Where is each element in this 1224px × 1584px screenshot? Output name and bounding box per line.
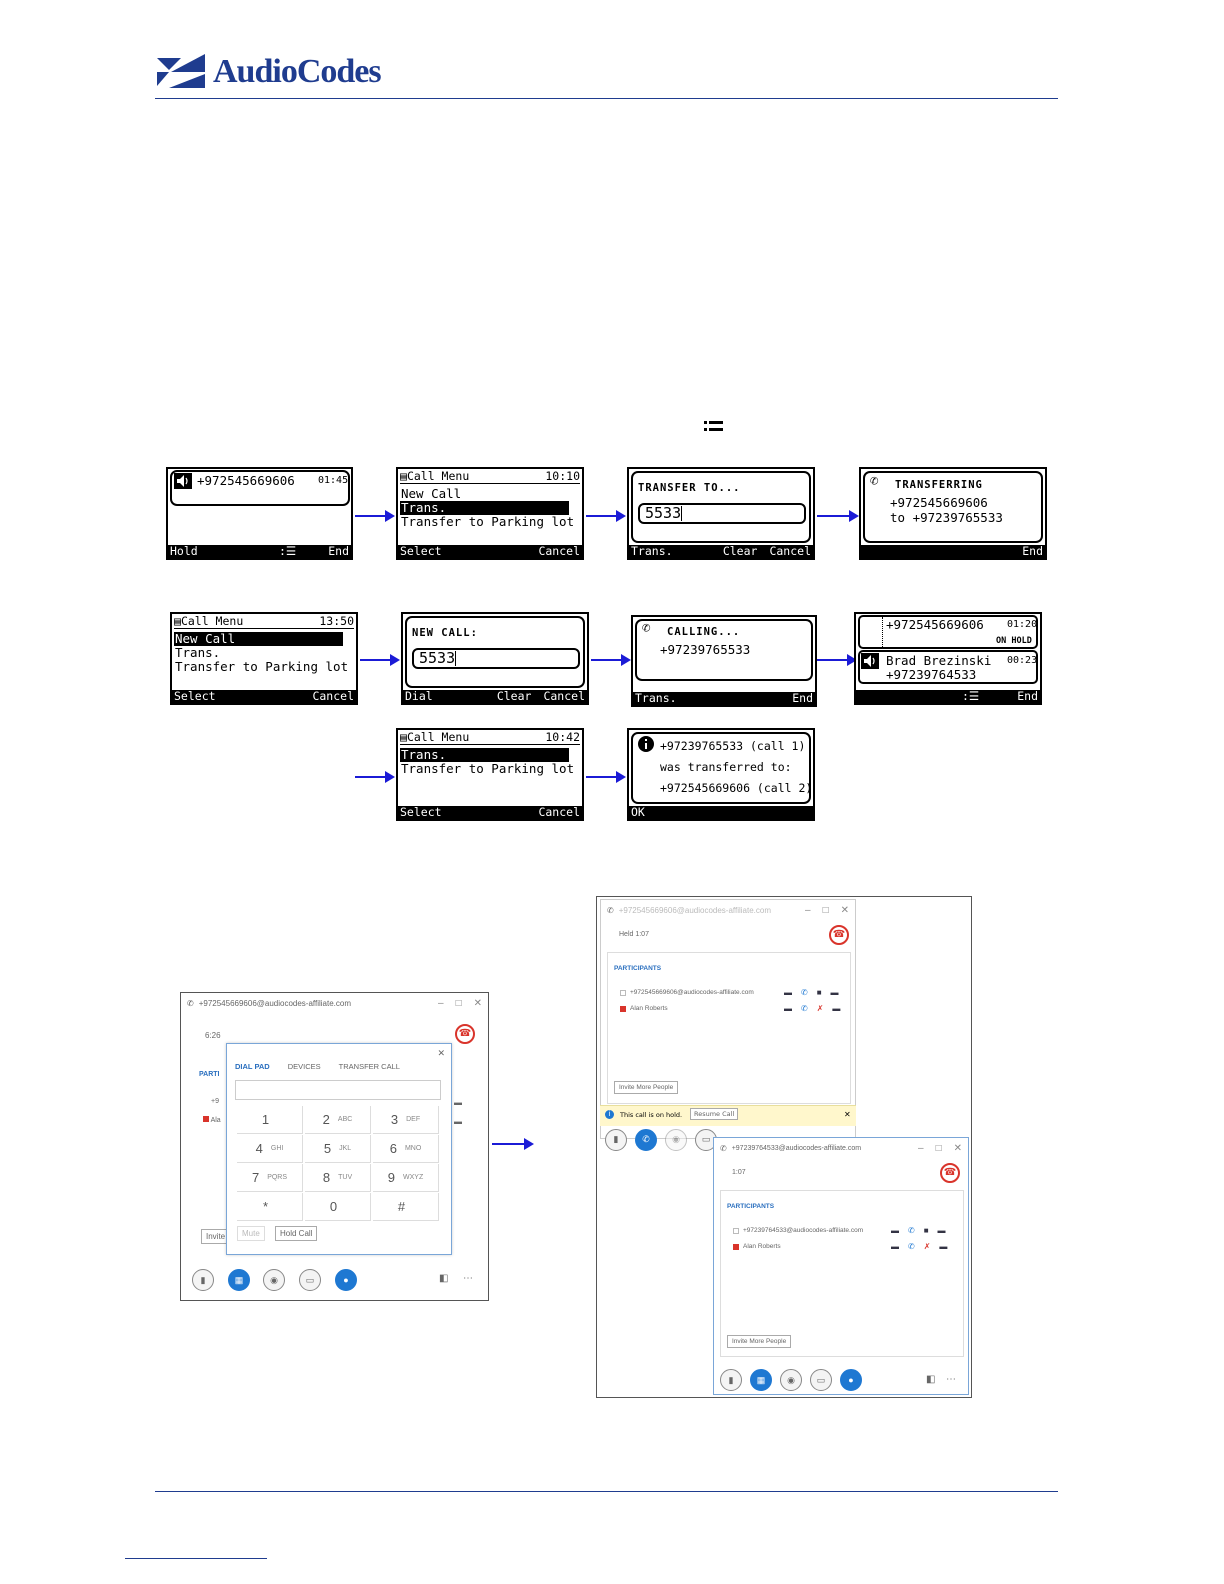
phone-screen-new-call — [401, 612, 589, 705]
dial-key[interactable] — [305, 1164, 371, 1192]
dial-pad-button[interactable]: ▦ — [228, 1269, 250, 1291]
speaker-icon — [861, 653, 879, 669]
flow-arrow — [591, 659, 629, 661]
tab-dial-pad[interactable]: DIAL PAD — [235, 1062, 270, 1071]
dial-key[interactable] — [373, 1164, 439, 1192]
maximize-icon[interactable]: □ — [935, 1142, 942, 1154]
participants-panel — [607, 952, 851, 1104]
flow-arrow — [360, 659, 398, 661]
window-title: +97239764533@audiocodes-affiliate.com — [731, 1144, 862, 1152]
phone-screen-call-menu — [170, 612, 358, 705]
maximize-icon[interactable]: □ — [822, 904, 829, 916]
participant-row: +9 — [211, 1098, 219, 1105]
layout-icon[interactable]: ◧ — [926, 1374, 936, 1385]
divider — [882, 617, 883, 647]
chat-button[interactable]: ▮ — [605, 1129, 627, 1151]
window-titlebar — [714, 1138, 968, 1158]
window-titlebar — [181, 993, 488, 1013]
dial-key-digit: 0 — [329, 1199, 338, 1214]
participants-button[interactable]: ● — [840, 1369, 862, 1391]
transfer-from: +972545669606 — [890, 495, 988, 510]
participant-row: Ala — [203, 1116, 221, 1124]
close-icon[interactable]: ✕ — [473, 997, 482, 1009]
footer-rule — [155, 1491, 1058, 1492]
dial-key-digit: 2 — [322, 1112, 330, 1127]
menu-list-icon — [704, 419, 724, 435]
result-line-3: +972545669606 (call 2) — [660, 781, 813, 795]
participant-actions: ▬ ✆ ✗ ▬ — [784, 1004, 841, 1013]
phone-icon: ✆ — [607, 905, 614, 915]
softkey-dial[interactable]: Dial — [405, 689, 433, 703]
resume-call-button[interactable]: Resume Call — [690, 1108, 738, 1120]
info-icon — [638, 736, 654, 752]
flow-arrow — [492, 1143, 532, 1145]
participants-label: PARTICIPANTS — [727, 1203, 775, 1210]
flow-arrow — [817, 515, 857, 517]
window-titlebar — [601, 900, 855, 920]
phone-icon: ✆ — [187, 998, 194, 1008]
phone-screen-transferring — [859, 467, 1047, 560]
menu-title-bar — [400, 470, 580, 484]
menu-item-parking[interactable]: Transfer to Parking lot — [175, 659, 349, 674]
document-icon: ▤ — [400, 730, 407, 744]
dial-pad-tabs — [235, 1062, 400, 1071]
dial-key-letters: ABC — [337, 1116, 353, 1123]
softkey-end[interactable]: End — [328, 544, 349, 558]
call-timer: Held 1:07 — [619, 931, 649, 938]
menu-item-new-call[interactable]: New Call — [174, 632, 343, 646]
dial-key-digit: 5 — [323, 1141, 332, 1156]
video-button[interactable]: ◉ — [780, 1369, 802, 1391]
flow-arrow — [586, 515, 624, 517]
close-icon[interactable]: ✕ — [840, 904, 849, 916]
minimize-icon[interactable]: – — [438, 997, 444, 1009]
dial-key-digit: 8 — [322, 1170, 331, 1185]
softkey-end[interactable]: End — [1022, 544, 1043, 558]
menu-item-trans[interactable]: Trans. — [175, 645, 221, 660]
softkeys — [168, 545, 351, 558]
dial-key-letters: GHI — [270, 1145, 284, 1152]
minimize-icon[interactable]: – — [805, 904, 811, 916]
flow-arrow — [586, 776, 624, 778]
participants-label: PARTICIPANTS — [614, 965, 662, 972]
participants-panel — [720, 1190, 964, 1357]
tab-transfer-call[interactable]: TRANSFER CALL — [338, 1062, 400, 1071]
phone-transfer-icon: ✆ — [642, 620, 651, 636]
phone-screen-calling — [631, 615, 817, 707]
dial-key[interactable] — [305, 1135, 371, 1163]
active-name: Brad Brezinski — [886, 653, 992, 668]
dial-pad-button[interactable]: ▦ — [750, 1369, 772, 1391]
phone-transfer-icon: ✆ — [870, 473, 879, 489]
menu-item-trans[interactable]: Trans. — [400, 748, 569, 762]
scroll-icon: ▬ — [454, 1098, 462, 1107]
info-icon: i — [605, 1110, 614, 1119]
phone-screen-call-menu — [396, 728, 584, 821]
softkey-hold[interactable]: Hold — [170, 544, 198, 558]
dial-key-digit: 1 — [261, 1112, 270, 1127]
phone-icon: ✆ — [720, 1143, 727, 1153]
hang-up-icon[interactable]: ☎ — [829, 925, 849, 945]
softkeys — [633, 692, 815, 705]
softkey-end[interactable]: End — [1017, 689, 1038, 703]
phone-screen-call-menu — [396, 467, 584, 560]
minimize-icon[interactable]: – — [918, 1142, 924, 1154]
transfer-number-field[interactable]: 5533 — [638, 503, 806, 524]
dial-key-digit: 7 — [251, 1170, 260, 1185]
document-icon: ▤ — [400, 469, 407, 483]
hold-button[interactable]: ✆ — [635, 1129, 657, 1151]
dial-key-letters: DEF — [406, 1116, 421, 1123]
hang-up-icon[interactable]: ☎ — [940, 1163, 960, 1183]
participants-button[interactable]: ● — [335, 1269, 357, 1291]
dial-pad-panel — [226, 1043, 452, 1255]
document-icon: ▤ — [174, 614, 181, 628]
hold-call-button[interactable]: Hold Call — [275, 1226, 317, 1241]
softkey-menu[interactable]: :☰ — [278, 544, 297, 558]
more-icon[interactable]: ⋯ — [463, 1273, 473, 1284]
dial-key[interactable] — [237, 1164, 303, 1192]
new-call-heading: NEW CALL: — [412, 627, 478, 639]
result-line-1: +97239765533 (call 1) — [660, 739, 806, 753]
softkey-cancel[interactable]: Cancel — [538, 805, 580, 819]
softkey-clear[interactable]: Clear — [496, 689, 532, 703]
skype-call-window — [180, 992, 489, 1301]
hold-notice-text: This call is on hold. — [620, 1111, 683, 1119]
softkey-cancel[interactable]: Cancel — [312, 689, 354, 703]
hang-up-icon[interactable]: ☎ — [455, 1024, 475, 1044]
phone-screen-transfer-result — [627, 728, 815, 821]
softkeys — [629, 545, 813, 558]
call-timer: 6:26 — [205, 1031, 221, 1040]
softkeys — [856, 690, 1040, 703]
softkey-cancel[interactable]: Cancel — [538, 544, 580, 558]
menu-time: 10:10 — [545, 469, 580, 483]
participant-row: +972545669606@audiocodes-affiliate.com — [620, 989, 754, 996]
participant-actions: ▬ ✆ ✗ ▬ — [891, 1242, 948, 1251]
softkeys — [403, 690, 587, 703]
logo-text: AudioCodes — [213, 53, 381, 90]
flow-arrow — [817, 659, 855, 661]
participant-actions: ▬ ✆ ■ ▬ — [784, 988, 839, 997]
active-number: +97239764533 — [886, 667, 977, 682]
footnote-rule — [125, 1558, 267, 1559]
softkey-cancel[interactable]: Cancel — [769, 544, 811, 558]
close-icon[interactable]: ✕ — [437, 1048, 445, 1058]
present-button[interactable]: ▭ — [810, 1369, 832, 1391]
scroll-icon: ▬ — [454, 1117, 462, 1126]
held-number: +972545669606 — [886, 617, 984, 632]
on-hold-status: ON HOLD — [996, 636, 1032, 646]
skype-active-call-window — [713, 1137, 969, 1395]
active-time: 00:23 — [1007, 655, 1038, 666]
dial-key[interactable] — [305, 1106, 371, 1134]
window-title: +972545669606@audiocodes-affiliate.com — [198, 998, 352, 1008]
softkey-end[interactable]: End — [792, 691, 813, 705]
dial-key-letters: WXYZ — [403, 1174, 424, 1181]
dial-key-digit: 4 — [255, 1141, 263, 1156]
softkey-trans[interactable]: Trans. — [635, 691, 677, 705]
call-number: +972545669606 — [197, 473, 295, 488]
invite-more-button[interactable]: Invite More People — [614, 1081, 678, 1094]
result-line-2: was transferred to: — [660, 760, 792, 774]
phone-screen-active-call — [166, 467, 353, 560]
participant-row: Alan Roberts — [733, 1243, 781, 1250]
transferring-heading: TRANSFERRING — [895, 479, 983, 491]
phone-screen-transfer-to — [627, 467, 815, 560]
chat-button[interactable]: ▮ — [192, 1269, 214, 1291]
call-time: 01:45 — [318, 475, 349, 486]
calling-heading: CALLING... — [667, 626, 741, 638]
menu-time: 10:42 — [545, 730, 580, 744]
flow-arrow — [355, 776, 393, 778]
call-timer: 1:07 — [732, 1169, 746, 1176]
menu-item-trans[interactable]: Trans. — [400, 501, 569, 515]
dial-key[interactable] — [237, 1193, 303, 1221]
softkey-menu[interactable]: :☰ — [961, 689, 980, 703]
softkeys — [172, 690, 356, 703]
softkey-clear[interactable]: Clear — [722, 544, 758, 558]
held-time: 01:20 — [1007, 619, 1038, 630]
phone-screen-two-calls — [854, 612, 1042, 705]
dial-key-digit: 3 — [390, 1112, 399, 1127]
invite-button[interactable]: Invite — [201, 1229, 230, 1244]
present-button[interactable]: ▭ — [695, 1129, 717, 1151]
softkeys — [398, 806, 582, 819]
dial-key-digit: 9 — [387, 1170, 395, 1185]
calling-number: +97239765533 — [660, 642, 751, 657]
softkey-select[interactable]: Select — [174, 689, 216, 703]
menu-title-bar — [174, 615, 354, 629]
participant-actions: ▬ ✆ ■ ▬ — [891, 1226, 946, 1235]
participants-label: PARTI — [199, 1071, 220, 1078]
menu-time: 13:50 — [319, 614, 354, 628]
transfer-to: to +97239765533 — [890, 510, 1003, 525]
dial-key[interactable] — [373, 1135, 439, 1163]
dial-key-digit: * — [262, 1199, 269, 1214]
softkeys — [398, 545, 582, 558]
softkeys — [629, 806, 813, 819]
close-icon[interactable]: ✕ — [953, 1142, 962, 1154]
mute-button[interactable]: Mute — [237, 1226, 265, 1241]
menu-item-parking[interactable]: Transfer to Parking lot — [401, 514, 575, 529]
dial-key-letters: PQRS — [267, 1174, 288, 1181]
dial-key-letters: TUV — [338, 1174, 353, 1181]
audiocodes-logo-icon — [155, 52, 207, 92]
flow-arrow — [355, 515, 393, 517]
window-title: +972545669606@audiocodes-affiliate.com — [618, 905, 772, 915]
dial-key[interactable] — [237, 1135, 303, 1163]
maximize-icon[interactable]: □ — [455, 997, 462, 1009]
skype-held-call-window — [600, 899, 856, 1139]
video-button[interactable]: ◉ — [263, 1269, 285, 1291]
softkey-cancel[interactable]: Cancel — [543, 689, 585, 703]
video-button[interactable]: ◉ — [665, 1129, 687, 1151]
dial-key[interactable] — [305, 1193, 371, 1221]
dial-key[interactable] — [373, 1106, 439, 1134]
header-rule — [155, 98, 1058, 99]
new-call-number-field[interactable]: 5533 — [412, 648, 580, 669]
dial-key-digit: # — [397, 1199, 406, 1214]
hold-notification — [600, 1105, 856, 1126]
transfer-heading: TRANSFER TO... — [638, 482, 741, 494]
menu-item-parking[interactable]: Transfer to Parking lot — [401, 761, 575, 776]
audiocodes-logo — [155, 50, 381, 94]
softkeys — [861, 545, 1045, 558]
tab-devices[interactable]: DEVICES — [287, 1062, 321, 1071]
layout-icon[interactable]: ◧ — [439, 1273, 449, 1284]
dial-input[interactable] — [235, 1080, 441, 1100]
close-icon[interactable]: ✕ — [844, 1110, 851, 1119]
chat-button[interactable]: ▮ — [720, 1369, 742, 1391]
participant-row: Alan Roberts — [620, 1005, 668, 1012]
softkey-select[interactable]: Select — [400, 805, 442, 819]
speaker-icon — [174, 473, 192, 489]
dial-key-digit: 6 — [389, 1141, 397, 1156]
menu-title: Call Menu — [406, 730, 470, 744]
softkey-select[interactable]: Select — [400, 544, 442, 558]
dial-key[interactable] — [373, 1193, 439, 1221]
menu-title: Call Menu — [180, 614, 244, 628]
menu-item-new-call[interactable]: New Call — [401, 486, 462, 501]
dial-key[interactable] — [237, 1106, 303, 1134]
dial-key-letters: JKL — [339, 1145, 352, 1152]
invite-more-button[interactable]: Invite More People — [727, 1335, 791, 1348]
present-button[interactable]: ▭ — [299, 1269, 321, 1291]
participant-row: +97239764533@audiocodes-affiliate.com — [733, 1227, 863, 1234]
more-icon[interactable]: ⋯ — [946, 1374, 956, 1385]
softkey-trans[interactable]: Trans. — [631, 544, 673, 558]
dial-key-letters: MNO — [404, 1145, 422, 1152]
softkey-ok[interactable]: OK — [631, 805, 645, 819]
skype-composite — [596, 896, 972, 1398]
menu-title-bar — [400, 731, 580, 745]
menu-title: Call Menu — [406, 469, 470, 483]
